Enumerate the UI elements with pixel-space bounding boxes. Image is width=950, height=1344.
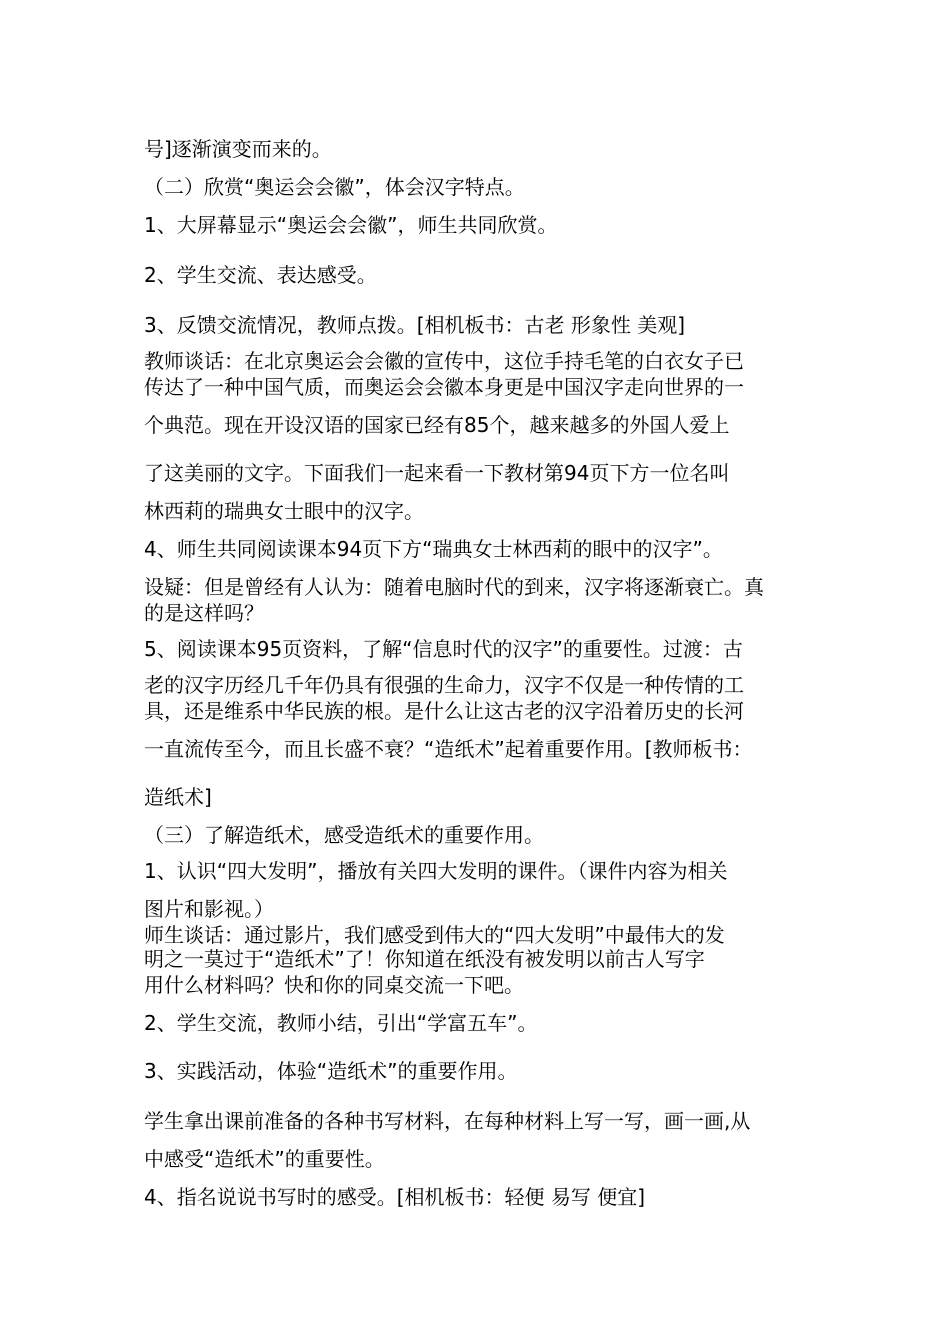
text-line: 教师谈话：在北京奥运会会徽的宣传中，这位手持毛笔的白衣女子已 xyxy=(144,349,744,373)
text-line: 林西莉的瑞典女士眼中的汉字。 xyxy=(144,499,424,523)
text-line: 用什么材料吗？快和你的同桌交流一下吧。 xyxy=(144,973,524,997)
text-line: 中感受“造纸术”的重要性。 xyxy=(144,1147,385,1171)
text-line: 了这美丽的文字。下面我们一起来看一下教材第94页下方一位名叫 xyxy=(144,461,730,485)
text-line: 具，还是维系中华民族的根。是什么让这古老的汉字沿着历史的长河 xyxy=(144,699,744,723)
section-heading: （三）了解造纸术，感受造纸术的重要作用。 xyxy=(144,823,544,847)
text-line: 4、指名说说书写时的感受。[相机板书：轻便 易写 便宜] xyxy=(144,1185,646,1209)
text-line: 2、学生交流，教师小结，引出“学富五车”。 xyxy=(144,1011,538,1035)
text-line: 1、大屏幕显示“奥运会会徽”，师生共同欣赏。 xyxy=(144,213,558,237)
text-line: 老的汉字历经几千年仍具有很强的生命力，汉字不仅是一种传情的工 xyxy=(144,673,744,697)
text-line: 传达了一种中国气质，而奥运会会徽本身更是中国汉字走向世界的一 xyxy=(144,375,744,399)
section-heading: （二）欣赏“奥运会会徽”，体会汉字特点。 xyxy=(144,175,525,199)
text-line: 1、认识“四大发明”，播放有关四大发明的课件。（课件内容为相关 xyxy=(144,859,728,883)
text-line: 5、阅读课本95页资料，了解“信息时代的汉字”的重要性。过渡：古 xyxy=(144,637,743,661)
text-line: 个典范。现在开设汉语的国家已经有85个，越来越多的外国人爱上 xyxy=(144,413,730,437)
text-line: 师生谈话：通过影片，我们感受到伟大的“四大发明”中最伟大的发 xyxy=(144,923,725,947)
text-line: 设疑：但是曾经有人认为：随着电脑时代的到来，汉字将逐渐衰亡。真 xyxy=(144,575,764,599)
text-line: 一直流传至今，而且长盛不衰？“造纸术”起着重要作用。[教师板书： xyxy=(144,737,753,761)
text-line: 学生拿出课前准备的各种书写材料，在每种材料上写一写，画一画,从 xyxy=(144,1109,751,1133)
text-line: 号]逐渐演变而来的。 xyxy=(144,137,332,161)
text-line: 的是这样吗？ xyxy=(144,601,264,625)
text-line: 4、师生共同阅读课本94页下方“瑞典女士林西莉的眼中的汉字”。 xyxy=(144,537,723,561)
text-line: 3、反馈交流情况，教师点拨。[相机板书：古老 形象性 美观] xyxy=(144,313,686,337)
text-line: 2、学生交流、表达感受。 xyxy=(144,263,377,287)
text-line: 3、实践活动，体验“造纸术”的重要作用。 xyxy=(144,1059,518,1083)
text-line: 明之一莫过于“造纸术”了！你知道在纸没有被发明以前古人写字 xyxy=(144,947,705,971)
text-line: 造纸术] xyxy=(144,785,212,809)
text-line: 图片和影视。） xyxy=(144,897,274,921)
